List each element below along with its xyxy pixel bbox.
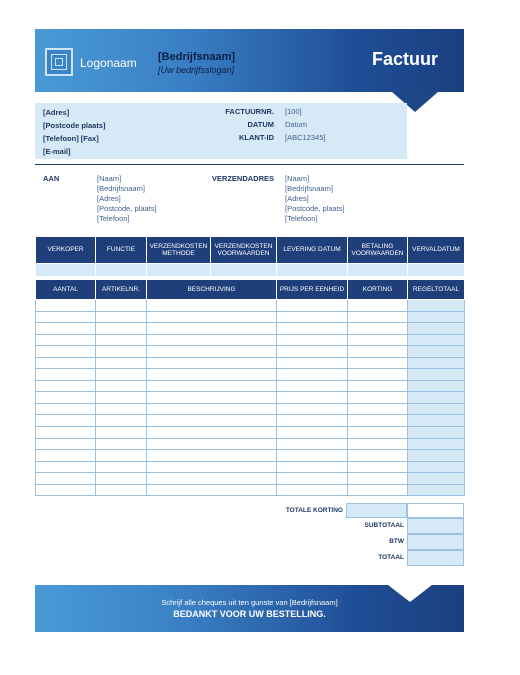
line-total-cell[interactable] (408, 357, 465, 369)
quantity-cell[interactable] (36, 461, 96, 473)
invoice-date-value: Datum (285, 120, 308, 129)
ship-to-postcode: [Postcode, plaats] (285, 204, 345, 213)
subtotal-label: SUBTOTAAL (364, 522, 404, 529)
ship-to-company: [Bedrijfsnaam] (285, 184, 333, 193)
table-row (36, 403, 465, 415)
item-number-cell[interactable] (96, 380, 147, 392)
delivery-date-cell[interactable] (277, 264, 348, 277)
header-unit-price: PRIJS PER EENHEID (277, 280, 348, 300)
line-total-cell[interactable] (408, 484, 465, 496)
description-cell[interactable] (147, 438, 277, 450)
table-row (36, 380, 465, 392)
description-cell[interactable] (147, 346, 277, 358)
thank-you-message: BEDANKT VOOR UW BESTELLING. (173, 609, 326, 619)
total-discount-linetotal-cell[interactable] (407, 503, 464, 518)
seller-cell[interactable] (36, 264, 96, 277)
total-discount-label: TOTALE KORTING (285, 507, 343, 514)
divider-line (35, 164, 464, 165)
line-total-cell[interactable] (408, 380, 465, 392)
header-payment-terms: BETALING VOORWAARDEN (348, 237, 408, 264)
discount-cell[interactable] (348, 380, 408, 392)
discount-cell[interactable] (348, 473, 408, 485)
unit-price-cell[interactable] (277, 473, 348, 485)
bill-to-phone: [Telefoon] (97, 214, 130, 223)
discount-cell[interactable] (348, 415, 408, 427)
unit-price-cell[interactable] (277, 300, 348, 312)
cheque-note: Schrijf alle cheques uit ten gunste van [Bedrijfsnaam] (161, 598, 338, 607)
items-body (36, 300, 465, 496)
unit-price-cell[interactable] (277, 357, 348, 369)
line-total-cell[interactable] (408, 323, 465, 335)
line-total-cell[interactable] (408, 392, 465, 404)
ship-to-phone: [Telefoon] (285, 214, 318, 223)
sender-email: [E-mail] (43, 147, 71, 156)
line-total-cell[interactable] (408, 427, 465, 439)
quantity-cell[interactable] (36, 380, 96, 392)
table-row (36, 369, 465, 381)
line-total-cell[interactable] (408, 438, 465, 450)
discount-cell[interactable] (348, 403, 408, 415)
description-cell[interactable] (147, 334, 277, 346)
function-cell[interactable] (96, 264, 147, 277)
quantity-cell[interactable] (36, 311, 96, 323)
unit-price-cell[interactable] (277, 415, 348, 427)
quantity-cell[interactable] (36, 403, 96, 415)
quantity-cell[interactable] (36, 369, 96, 381)
header-shipping-method: VERZENDKOSTEN METHODE (147, 237, 211, 264)
item-number-cell[interactable] (96, 346, 147, 358)
quantity-cell[interactable] (36, 484, 96, 496)
header-description: BESCHRIJVING (147, 280, 277, 300)
discount-cell[interactable] (348, 300, 408, 312)
description-cell[interactable] (147, 311, 277, 323)
total-cell[interactable] (407, 550, 464, 566)
customer-id-value: [ABC12345] (285, 133, 326, 142)
logo-icon (45, 48, 73, 76)
total-discount-cell[interactable] (346, 503, 407, 518)
unit-price-cell[interactable] (277, 461, 348, 473)
unit-price-cell[interactable] (277, 438, 348, 450)
unit-price-cell[interactable] (277, 450, 348, 462)
discount-cell[interactable] (348, 346, 408, 358)
description-cell[interactable] (147, 450, 277, 462)
discount-cell[interactable] (348, 484, 408, 496)
line-total-cell[interactable] (408, 346, 465, 358)
total-label: TOTAAL (378, 554, 404, 561)
line-total-cell[interactable] (408, 300, 465, 312)
shipping-table (35, 236, 465, 277)
sender-phone-fax: [Telefoon] [Fax] (43, 134, 99, 143)
table-row (36, 438, 465, 450)
subtotal-cell[interactable] (407, 518, 464, 534)
quantity-cell[interactable] (36, 392, 96, 404)
description-cell[interactable] (147, 415, 277, 427)
quantity-cell[interactable] (36, 450, 96, 462)
unit-price-cell[interactable] (277, 484, 348, 496)
line-total-cell[interactable] (408, 403, 465, 415)
header-delivery-date: LEVERING DATUM (277, 237, 348, 264)
description-cell[interactable] (147, 392, 277, 404)
discount-cell[interactable] (348, 311, 408, 323)
sender-postcode: [Postcode plaats] (43, 121, 106, 130)
item-number-cell[interactable] (96, 473, 147, 485)
invoice-number-value: [100] (285, 107, 302, 116)
invoice-date-label: DATUM (247, 120, 274, 129)
table-row (36, 473, 465, 485)
company-name: [Bedrijfsnaam] (158, 51, 236, 63)
quantity-cell[interactable] (36, 300, 96, 312)
header-line-total: REGELTOTAAL (408, 280, 465, 300)
item-number-cell[interactable] (96, 484, 147, 496)
description-cell[interactable] (147, 380, 277, 392)
item-number-cell[interactable] (96, 334, 147, 346)
header-seller: VERKOPER (36, 237, 96, 264)
description-cell[interactable] (147, 484, 277, 496)
item-number-cell[interactable] (96, 357, 147, 369)
item-number-cell[interactable] (96, 403, 147, 415)
item-number-cell[interactable] (96, 461, 147, 473)
description-cell[interactable] (147, 300, 277, 312)
table-row (36, 300, 465, 312)
quantity-cell[interactable] (36, 438, 96, 450)
description-cell[interactable] (147, 323, 277, 335)
item-number-cell[interactable] (96, 323, 147, 335)
header-function: FUNCTIE (96, 237, 147, 264)
line-total-cell[interactable] (408, 311, 465, 323)
table-row (36, 450, 465, 462)
tax-cell[interactable] (407, 534, 464, 550)
bill-to-address: [Adres] (97, 194, 121, 203)
quantity-cell[interactable] (36, 334, 96, 346)
unit-price-cell[interactable] (277, 380, 348, 392)
item-number-cell[interactable] (96, 311, 147, 323)
unit-price-cell[interactable] (277, 369, 348, 381)
customer-id-label: KLANT-ID (239, 133, 274, 142)
item-number-cell[interactable] (96, 369, 147, 381)
items-table (35, 279, 465, 496)
payment-terms-cell[interactable] (348, 264, 408, 277)
table-row (36, 392, 465, 404)
ship-to-name: [Naam] (285, 174, 310, 183)
unit-price-cell[interactable] (277, 346, 348, 358)
description-cell[interactable] (147, 461, 277, 473)
table-row (36, 415, 465, 427)
ship-to-label: VERZENDADRES (211, 174, 274, 183)
item-number-cell[interactable] (96, 450, 147, 462)
line-total-cell[interactable] (408, 461, 465, 473)
invoice-title: Factuur (372, 49, 439, 69)
quantity-cell[interactable] (36, 323, 96, 335)
ship-to-address: [Adres] (285, 194, 309, 203)
quantity-cell[interactable] (36, 357, 96, 369)
table-row (36, 461, 465, 473)
discount-cell[interactable] (348, 438, 408, 450)
table-row (36, 311, 465, 323)
discount-cell[interactable] (348, 323, 408, 335)
header-quantity: AANTAL (36, 280, 96, 300)
unit-price-cell[interactable] (277, 427, 348, 439)
table-row (36, 484, 465, 496)
bill-to-postcode: [Postcode, plaats] (97, 204, 157, 213)
discount-cell[interactable] (348, 461, 408, 473)
unit-price-cell[interactable] (277, 311, 348, 323)
quantity-cell[interactable] (36, 415, 96, 427)
header-due-date: VERVALDATUM (408, 237, 465, 264)
item-number-cell[interactable] (96, 415, 147, 427)
discount-cell[interactable] (348, 369, 408, 381)
description-cell[interactable] (147, 473, 277, 485)
shipping-terms-cell[interactable] (211, 264, 277, 277)
description-cell[interactable] (147, 403, 277, 415)
table-row (36, 346, 465, 358)
item-number-cell[interactable] (96, 300, 147, 312)
unit-price-cell[interactable] (277, 334, 348, 346)
line-total-cell[interactable] (408, 473, 465, 485)
quantity-cell[interactable] (36, 427, 96, 439)
line-total-cell[interactable] (408, 415, 465, 427)
quantity-cell[interactable] (36, 346, 96, 358)
discount-cell[interactable] (348, 334, 408, 346)
line-total-cell[interactable] (408, 334, 465, 346)
table-row (36, 427, 465, 439)
sender-address: [Adres] (43, 108, 70, 117)
invoice-number-label: FACTUURNR. (225, 107, 274, 116)
discount-cell[interactable] (348, 427, 408, 439)
item-number-cell[interactable] (96, 392, 147, 404)
table-row (36, 334, 465, 346)
item-number-cell[interactable] (96, 438, 147, 450)
line-total-cell[interactable] (408, 369, 465, 381)
discount-cell[interactable] (348, 450, 408, 462)
description-cell[interactable] (147, 369, 277, 381)
due-date-cell[interactable] (408, 264, 465, 277)
tax-label: BTW (389, 538, 404, 545)
table-row (36, 357, 465, 369)
description-cell[interactable] (147, 427, 277, 439)
shipping-method-cell[interactable] (147, 264, 211, 277)
company-slogan: [Uw bedrijfsslogan] (158, 65, 235, 75)
logo-name: Logonaam (80, 56, 137, 70)
bill-to-company: [Bedrijfsnaam] (97, 184, 145, 193)
unit-price-cell[interactable] (277, 392, 348, 404)
table-row (36, 323, 465, 335)
description-cell[interactable] (147, 357, 277, 369)
header-shipping-terms: VERZENDKOSTEN VOORWAARDEN (211, 237, 277, 264)
quantity-cell[interactable] (36, 473, 96, 485)
unit-price-cell[interactable] (277, 403, 348, 415)
unit-price-cell[interactable] (277, 323, 348, 335)
header-discount: KORTING (348, 280, 408, 300)
header-item-number: ARTIKELNR. (96, 280, 147, 300)
discount-cell[interactable] (348, 357, 408, 369)
item-number-cell[interactable] (96, 427, 147, 439)
bill-to-name: [Naam] (97, 174, 122, 183)
line-total-cell[interactable] (408, 450, 465, 462)
discount-cell[interactable] (348, 392, 408, 404)
bill-to-label: AAN (43, 174, 60, 183)
